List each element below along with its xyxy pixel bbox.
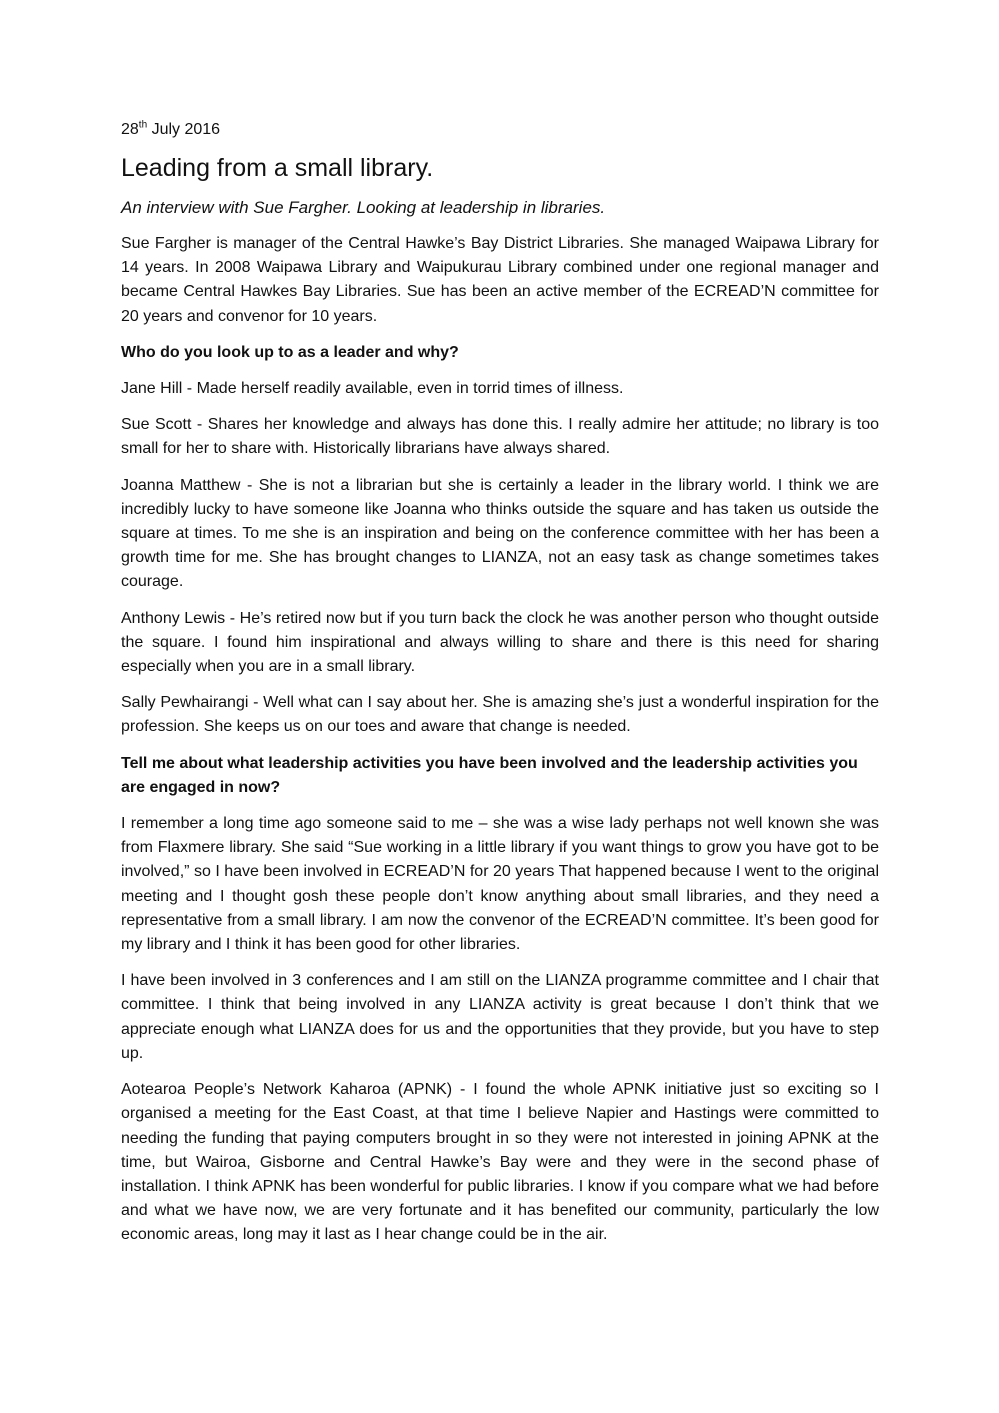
- date-suffix: th: [138, 119, 148, 131]
- answer-2-paragraph-2: I have been involved in 3 conferences and I am still on the LIANZA programme committee and I chair that committee. I think that being involved in any LIANZA activity is great because I don’t think that we appreciate enough what LIANZA does for us and the opportunities that they provide, but you have to step up.: [121, 972, 879, 1062]
- answer-2-paragraph-3: Aotearoa People’s Network Kaharoa (APNK) - I found the whole APNK initiative just so exciting so I organised a meeting for the East Coast, at that time I believe Napier and Hastings were committed to needing the funding that paying computers brought in so they were not interested in joining APNK at the time, but Wairoa, Gisborne and Central Hawke’s Bay were and they were in the second phase of installation. I think APNK has been wonderful for public libraries. I know if you compare what we had before and what we have now, we are very fortunate and it has benefited our community, particularly the low economic areas, long may it last as I hear change could be in the air.: [121, 1081, 879, 1244]
- document-page: [121, 118, 879, 1260]
- question-2: Tell me about what leadership activities you have been involved and the leadership activities you are engaged in now?: [121, 754, 858, 796]
- answer-joanna-matthew: Joanna Matthew - She is not a librarian but she is certainly a leader in the library world. I think we are incredibly lucky to have someone like Joanna who thinks outside the square and has taken us outside the square at times. To me she is an inspiration and being on the conference committee with her has been a growth time for me. She has brought changes to LIANZA, not an easy task as change sometimes takes courage.: [121, 476, 879, 591]
- intro-paragraph: Sue Fargher is manager of the Central Hawke’s Bay District Libraries. She managed Waipawa Library for 14 years. In 2008 Waipawa Library and Waipukurau Library combined under one regional manager and became Central Hawkes Bay Libraries. Sue has been an active member of the ECREAD’N committee for 20 years and convenor for 10 years.: [121, 235, 879, 325]
- document-date: [121, 118, 879, 142]
- document-subtitle: An interview with Sue Fargher. Looking at leadership in libraries.: [121, 198, 606, 217]
- document-title: Leading from a small library.: [121, 154, 434, 182]
- date-day: 28: [121, 121, 139, 138]
- answer-jane-hill: Jane Hill - Made herself readily available, even in torrid times of illness.: [121, 380, 624, 398]
- answer-sally-pewhairangi: Sally Pewhairangi - Well what can I say about her. She is amazing she’s just a wonderful inspiration for the profession. She keeps us on our toes and aware that change is needed.: [121, 694, 879, 736]
- answer-2-paragraph-1: I remember a long time ago someone said to me – she was a wise lady perhaps not well known she was from Flaxmere library. She said “Sue working in a little library if you want things to grow you have got to be involved,” so I have been involved in ECREAD’N for 20 years That happened because I went to the original meeting and I thought gosh these people don’t know anything about small libraries, and they need a representative from a small library. I am now the convenor of the ECREAD’N committee. It’s been good for my library and I think it has been good for other libraries.: [121, 815, 879, 954]
- date-month-year: July 2016: [147, 121, 221, 138]
- answer-sue-scott: Sue Scott - Shares her knowledge and always has done this. I really admire her attitude; no library is too small for her to share with. Historically librarians have always shared.: [121, 416, 879, 458]
- answer-anthony-lewis: Anthony Lewis - He’s retired now but if you turn back the clock he was another person who thought outside the square. I found him inspirational and always willing to share and there is this need for sharing especially when you are in a small library.: [121, 609, 879, 676]
- question-1: Who do you look up to as a leader and why?: [121, 343, 459, 361]
